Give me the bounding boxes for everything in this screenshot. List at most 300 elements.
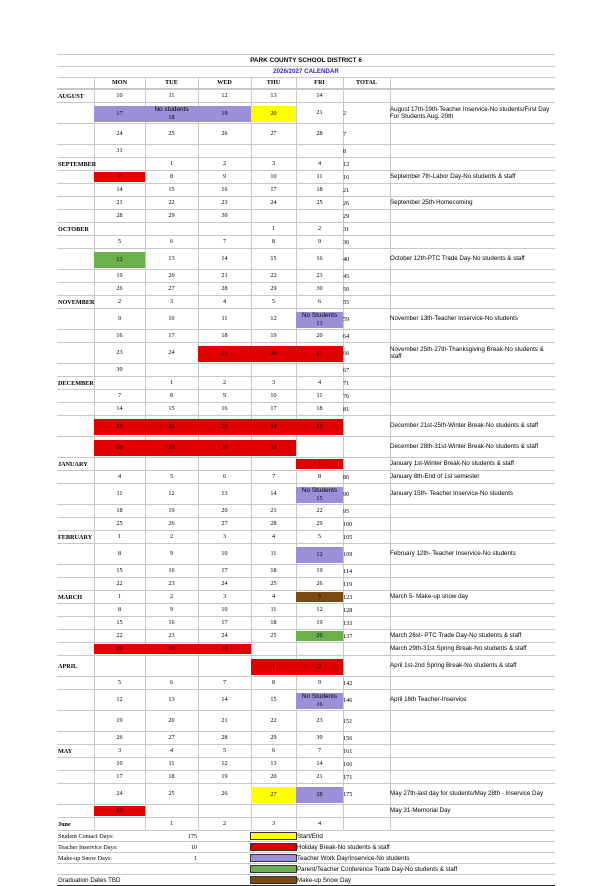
day-cell: 7 — [271, 472, 276, 480]
day-cell: 22 — [168, 198, 175, 206]
event-note: October 12th-PTC Trade Day-No students & staff — [390, 255, 525, 263]
week-row — [57, 676, 555, 689]
month-label: AUGUST — [58, 92, 84, 100]
event-note: November 13th-Teacher Inservice-No students — [390, 315, 518, 323]
day-cell: 19 — [270, 331, 277, 339]
summary-label: Make-up Snow Days: — [58, 854, 112, 862]
day-cell: 6 — [169, 678, 174, 686]
day-cell: 1 — [117, 592, 122, 600]
day-cell: 21 — [221, 716, 228, 724]
day-cell: 20 — [270, 772, 277, 780]
running-total: 29 — [343, 212, 350, 220]
running-total: 100 — [343, 520, 353, 528]
day-cell: 2 — [317, 224, 322, 232]
day-cell: 1 — [296, 459, 343, 469]
day-cell: 5 — [296, 592, 343, 602]
day-cell: 5 — [222, 746, 227, 754]
day-cell: 17 — [221, 618, 228, 626]
week-row — [57, 209, 555, 222]
running-total: 40 — [343, 255, 350, 263]
day-cell: 7 — [222, 237, 227, 245]
day-cell: 29 — [145, 440, 198, 456]
day-cell: 17 — [221, 566, 228, 574]
grid-line — [390, 270, 391, 282]
column-header-fri: FRI — [314, 78, 325, 86]
column-header-tue: TUE — [165, 78, 178, 86]
week-row — [57, 603, 555, 616]
day-cell: 11 — [316, 391, 323, 399]
week-row — [57, 457, 555, 470]
day-cell: 25 — [168, 129, 175, 137]
day-cell: 5 — [317, 532, 322, 540]
day-cell: 2 — [222, 378, 227, 386]
grid-line — [390, 565, 391, 577]
day-cell: 9 — [222, 172, 227, 180]
running-total: 26 — [343, 199, 350, 207]
week-row — [57, 483, 555, 504]
day-cell: 11 — [270, 549, 277, 557]
event-note: February 12th- Teacher Inservice-No students — [390, 550, 516, 558]
week-row — [57, 804, 555, 817]
day-cell: 10 — [221, 549, 228, 557]
day-cell: 8 — [117, 605, 122, 613]
day-cell: 27 — [270, 129, 277, 137]
day-cell: 28 — [94, 440, 145, 456]
day-cell: 29 — [316, 519, 323, 527]
day-cell — [198, 223, 251, 235]
week-row — [57, 590, 555, 603]
day-cell: 5 — [117, 678, 122, 686]
day-cell: 18 — [270, 618, 277, 626]
week-row — [57, 157, 555, 170]
event-note: January 8th-End of 1st semester — [390, 473, 480, 481]
day-cell: 1 — [169, 378, 174, 386]
week-row — [57, 248, 555, 269]
day-cell: 20 — [316, 331, 323, 339]
day-cell: 22 — [270, 271, 277, 279]
day-cell: 20 — [251, 106, 296, 122]
event-note: May 31-Memorial Day — [390, 807, 451, 815]
legend-row — [57, 830, 555, 841]
month-label: OCTOBER — [58, 225, 89, 233]
grid-line — [390, 818, 391, 830]
day-cell: 18 — [221, 331, 228, 339]
day-cell: 30 — [198, 440, 251, 456]
day-cell: 16 — [221, 185, 228, 193]
day-cell — [198, 364, 251, 376]
summary-label: Teacher Inservice Days: — [58, 843, 118, 851]
day-cell: 23 — [198, 419, 251, 435]
day-cell: 14 — [316, 91, 323, 99]
month-label: DECEMBER — [58, 379, 94, 387]
event-note: September 7th-Labor Day-No students & staff — [390, 173, 516, 181]
week-row — [57, 342, 555, 363]
running-total: 128 — [343, 606, 353, 614]
day-cell: 8 — [271, 678, 276, 686]
legend-text: Parent/Teacher Conference Trade Day-No students & staff — [297, 865, 458, 873]
day-cell: 11 — [168, 759, 175, 767]
event-note: March 29th-31st Spring Break-No students & staff — [390, 645, 527, 653]
event-note: December 28th-31st-Winter Break-No students & staff — [390, 443, 539, 451]
day-cell: 26 — [316, 579, 323, 587]
legend-text: Teacher Work Day/Inservice-No students — [297, 854, 410, 862]
day-cell: 16 — [168, 566, 175, 574]
running-total: 151 — [343, 717, 353, 725]
day-cell — [198, 458, 251, 470]
day-cell — [251, 805, 296, 817]
no-students-label: No students — [154, 106, 189, 113]
grid-line — [390, 90, 391, 102]
week-row — [57, 308, 555, 329]
day-cell: 30 — [145, 644, 198, 654]
week-row — [57, 504, 555, 517]
week-row — [57, 102, 555, 123]
month-label: NOVEMBER — [58, 298, 95, 306]
legend-swatch — [250, 843, 297, 851]
event-note: March 5- Make-up snow day — [390, 593, 469, 601]
day-cell: 24 — [221, 631, 228, 639]
week-row — [57, 744, 555, 757]
week-row — [57, 689, 555, 710]
month-label: SEPTEMBER — [58, 160, 97, 168]
day-cell: 22 — [116, 579, 123, 587]
column-header-wed: WED — [217, 78, 232, 86]
day-cell — [94, 458, 145, 470]
day-cell: 19 — [116, 716, 123, 724]
day-cell: 9 — [169, 549, 174, 557]
legend-row — [57, 852, 555, 863]
school-calendar — [57, 54, 555, 886]
grid-line — [390, 617, 391, 629]
no-students-label: No Students — [301, 312, 338, 319]
event-note: September 25th-Homecoming — [390, 199, 473, 207]
week-row — [57, 642, 555, 655]
running-total: 119 — [343, 580, 353, 588]
day-cell: 27 — [251, 787, 296, 803]
grid-line — [390, 124, 391, 144]
calendar-title: PARK COUNTY SCHOOL DISTRICT 6 — [57, 54, 555, 66]
running-total: 64 — [343, 332, 350, 340]
day-number: 15 — [316, 494, 323, 502]
legend-text: Holiday Break-No students & staff — [297, 843, 390, 851]
day-cell: 23 — [168, 579, 175, 587]
day-cell: 23 — [316, 271, 323, 279]
day-cell — [251, 364, 296, 376]
day-cell: 18 — [316, 404, 323, 412]
day-cell: 4 — [169, 746, 174, 754]
event-note: May 27th-last day for students/May 28th - Inservice Day — [390, 790, 544, 798]
grid-line — [390, 283, 391, 295]
running-total: 142 — [343, 679, 353, 687]
legend-text: Make-up Snow Day — [297, 876, 351, 884]
week-row — [57, 731, 555, 744]
week-row — [57, 295, 555, 308]
day-cell: 11 — [316, 172, 323, 180]
day-cell: 12 — [221, 759, 228, 767]
column-header-thu: THU — [266, 78, 281, 86]
day-cell: 30 — [221, 211, 228, 219]
day-cell: 26 — [296, 631, 343, 641]
legend-swatch — [250, 876, 297, 884]
day-cell: 12 — [270, 314, 277, 322]
day-cell: 1 — [251, 659, 296, 675]
grid-line — [390, 677, 391, 689]
day-cell: 11 — [221, 314, 228, 322]
week-row — [57, 389, 555, 402]
day-number: 18 — [168, 113, 175, 121]
day-cell: 17 — [168, 331, 175, 339]
day-cell: 6 — [271, 746, 276, 754]
day-cell — [145, 145, 198, 157]
day-cell: 5 — [169, 472, 174, 480]
day-cell: 24 — [251, 419, 296, 435]
day-cell: 17 — [270, 185, 277, 193]
event-note: March 26st- PTC Trade Day-No students & staff — [390, 632, 522, 640]
grid-line — [390, 330, 391, 342]
running-total: 123 — [343, 593, 353, 601]
grid-line — [390, 403, 391, 415]
week-row — [57, 89, 555, 102]
legend-row — [57, 841, 555, 852]
day-cell: 4 — [317, 378, 322, 386]
day-cell: 20 — [221, 506, 228, 514]
running-total: 21 — [343, 186, 350, 194]
day-cell: 29 — [270, 284, 277, 292]
day-cell: 15 — [116, 566, 123, 574]
day-number: 16 — [316, 700, 323, 708]
week-row — [57, 629, 555, 642]
week-row — [57, 235, 555, 248]
day-cell: 26 — [168, 519, 175, 527]
grid-line — [390, 296, 391, 308]
day-cell: 10 — [221, 605, 228, 613]
day-cell: 15 — [270, 695, 277, 703]
day-cell: 12 — [316, 605, 323, 613]
day-cell — [145, 364, 198, 376]
grid-line — [390, 145, 391, 157]
month-label: FEBRUARY — [58, 533, 93, 541]
day-cell: 14 — [116, 404, 123, 412]
column-header-mon: MON — [111, 78, 128, 86]
day-cell: 26 — [221, 129, 228, 137]
day-cell: 3 — [271, 159, 276, 167]
day-cell: 2 — [222, 819, 227, 827]
day-cell: 6 — [222, 472, 227, 480]
legend-swatch — [250, 865, 297, 873]
grid-line — [390, 377, 391, 389]
day-cell: 21 — [116, 198, 123, 206]
day-cell: 29 — [168, 211, 175, 219]
day-cell: 16 — [168, 618, 175, 626]
summary-value: 175 — [187, 832, 197, 840]
running-total: 7 — [343, 130, 347, 138]
day-cell: 22 — [316, 506, 323, 514]
day-cell — [145, 106, 198, 122]
day-cell: 4 — [117, 472, 122, 480]
day-cell: 14 — [221, 254, 228, 262]
day-cell: 31 — [198, 644, 251, 654]
grid-line — [390, 78, 391, 88]
day-cell — [94, 377, 145, 389]
day-cell: 21 — [270, 506, 277, 514]
day-cell: 27 — [168, 733, 175, 741]
day-cell: 10 — [116, 759, 123, 767]
day-cell: 8 — [271, 237, 276, 245]
day-cell: 21 — [316, 108, 323, 116]
day-cell: 8 — [317, 472, 322, 480]
week-row — [57, 577, 555, 590]
grid-line — [343, 656, 344, 676]
day-cell: 3 — [271, 378, 276, 386]
day-cell: 9 — [317, 678, 322, 686]
day-cell: 27 — [168, 284, 175, 292]
running-total: 105 — [343, 533, 353, 541]
day-cell: 18 — [116, 506, 123, 514]
month-label: MARCH — [58, 593, 83, 601]
day-cell: 2 — [169, 592, 174, 600]
week-row — [57, 269, 555, 282]
day-cell: 16 — [316, 254, 323, 262]
day-cell: 25 — [296, 419, 343, 435]
day-cell: 5 — [117, 237, 122, 245]
running-total: 50 — [343, 285, 350, 293]
running-total: 16 — [343, 173, 350, 181]
running-total: 86 — [343, 473, 350, 481]
week-row — [57, 123, 555, 144]
running-total: 109 — [343, 550, 353, 558]
day-cell — [296, 210, 343, 222]
grid-line — [390, 531, 391, 543]
grid-line — [390, 732, 391, 744]
summary-label: Student Contact Days: — [58, 832, 114, 840]
legend-row — [57, 874, 555, 886]
day-cell: 29 — [270, 733, 277, 741]
day-cell: 24 — [270, 198, 277, 206]
day-cell: 14 — [221, 695, 228, 703]
month-label: APRIL — [58, 662, 78, 670]
grid-line — [343, 818, 344, 830]
week-row — [57, 530, 555, 543]
day-cell: 2 — [117, 297, 122, 305]
week-row — [57, 415, 555, 436]
week-row — [57, 470, 555, 483]
grid-line — [390, 210, 391, 222]
day-cell: 23 — [116, 348, 123, 356]
day-cell — [94, 158, 145, 170]
day-cell: 31 — [94, 806, 145, 816]
grid-line — [390, 505, 391, 517]
event-note: January 15th- Teacher Inservice-No students — [390, 490, 514, 498]
day-cell: 31 — [116, 146, 123, 154]
running-total: 81 — [343, 405, 350, 413]
day-cell: 9 — [222, 391, 227, 399]
running-total: 12 — [343, 160, 350, 168]
running-total: 67 — [343, 366, 350, 374]
grid-line — [390, 578, 391, 590]
day-cell — [145, 223, 198, 235]
day-cell: 28 — [221, 284, 228, 292]
day-cell: 13 — [168, 254, 175, 262]
running-total: 76 — [343, 392, 350, 400]
day-cell: 11 — [116, 489, 123, 497]
week-row — [57, 196, 555, 209]
week-row — [57, 543, 555, 564]
day-cell — [145, 805, 198, 817]
day-cell — [296, 437, 343, 457]
week-row — [57, 402, 555, 415]
day-cell: 15 — [270, 254, 277, 262]
running-total: 146 — [343, 696, 353, 704]
grid-line — [390, 158, 391, 170]
week-row — [57, 564, 555, 577]
running-total: 59 — [343, 315, 350, 323]
grid-line — [390, 184, 391, 196]
week-row — [57, 363, 555, 376]
day-cell: 25 — [270, 579, 277, 587]
day-cell: 12 — [94, 252, 145, 268]
day-cell: 24 — [116, 789, 123, 797]
summary-value: 1 — [193, 854, 197, 862]
week-row — [57, 282, 555, 295]
day-cell: 4 — [317, 819, 322, 827]
running-total: 2 — [343, 109, 347, 117]
day-cell: 2 — [222, 159, 227, 167]
day-cell: 19 — [168, 506, 175, 514]
day-cell — [296, 145, 343, 157]
day-cell: 18 — [270, 566, 277, 574]
event-note: April 1st-2nd Spring Break-No students & staff — [390, 662, 517, 670]
day-cell: 12 — [116, 695, 123, 703]
day-cell: 22 — [145, 419, 198, 435]
day-cell: 25 — [270, 631, 277, 639]
day-cell: 30 — [116, 365, 123, 373]
day-cell: 7 — [317, 746, 322, 754]
day-cell: 26 — [251, 346, 296, 362]
day-cell: 3 — [222, 532, 227, 540]
day-cell: 9 — [117, 314, 122, 322]
day-cell: 10 — [168, 314, 175, 322]
day-cell: 14 — [270, 489, 277, 497]
grid-line — [390, 518, 391, 530]
no-students-label: No Students — [301, 487, 338, 494]
day-cell: 7 — [94, 172, 145, 182]
running-total: 161 — [343, 747, 353, 755]
day-cell — [296, 364, 343, 376]
day-cell: 25 — [316, 198, 323, 206]
day-cell — [198, 656, 251, 676]
day-cell: 10 — [270, 172, 277, 180]
day-cell: 1 — [169, 159, 174, 167]
day-cell: 3 — [271, 819, 276, 827]
week-row — [57, 783, 555, 804]
week-row — [57, 655, 555, 676]
day-cell: 18 — [168, 772, 175, 780]
day-cell: 23 — [316, 716, 323, 724]
day-cell: 3 — [169, 297, 174, 305]
day-cell — [145, 458, 198, 470]
day-cell — [145, 656, 198, 676]
running-total: 8 — [343, 147, 347, 155]
day-cell: 11 — [168, 91, 175, 99]
day-cell: 12 — [296, 547, 343, 563]
grid-line — [390, 390, 391, 402]
event-note: August 17th-19th-Teacher Inservice-No students/First Day For Students Aug. 20th — [390, 105, 550, 120]
running-total: 133 — [343, 619, 353, 627]
legend-swatch — [250, 832, 297, 840]
day-cell: 15 — [168, 404, 175, 412]
running-total: 156 — [343, 734, 353, 742]
running-total: 71 — [343, 379, 350, 387]
